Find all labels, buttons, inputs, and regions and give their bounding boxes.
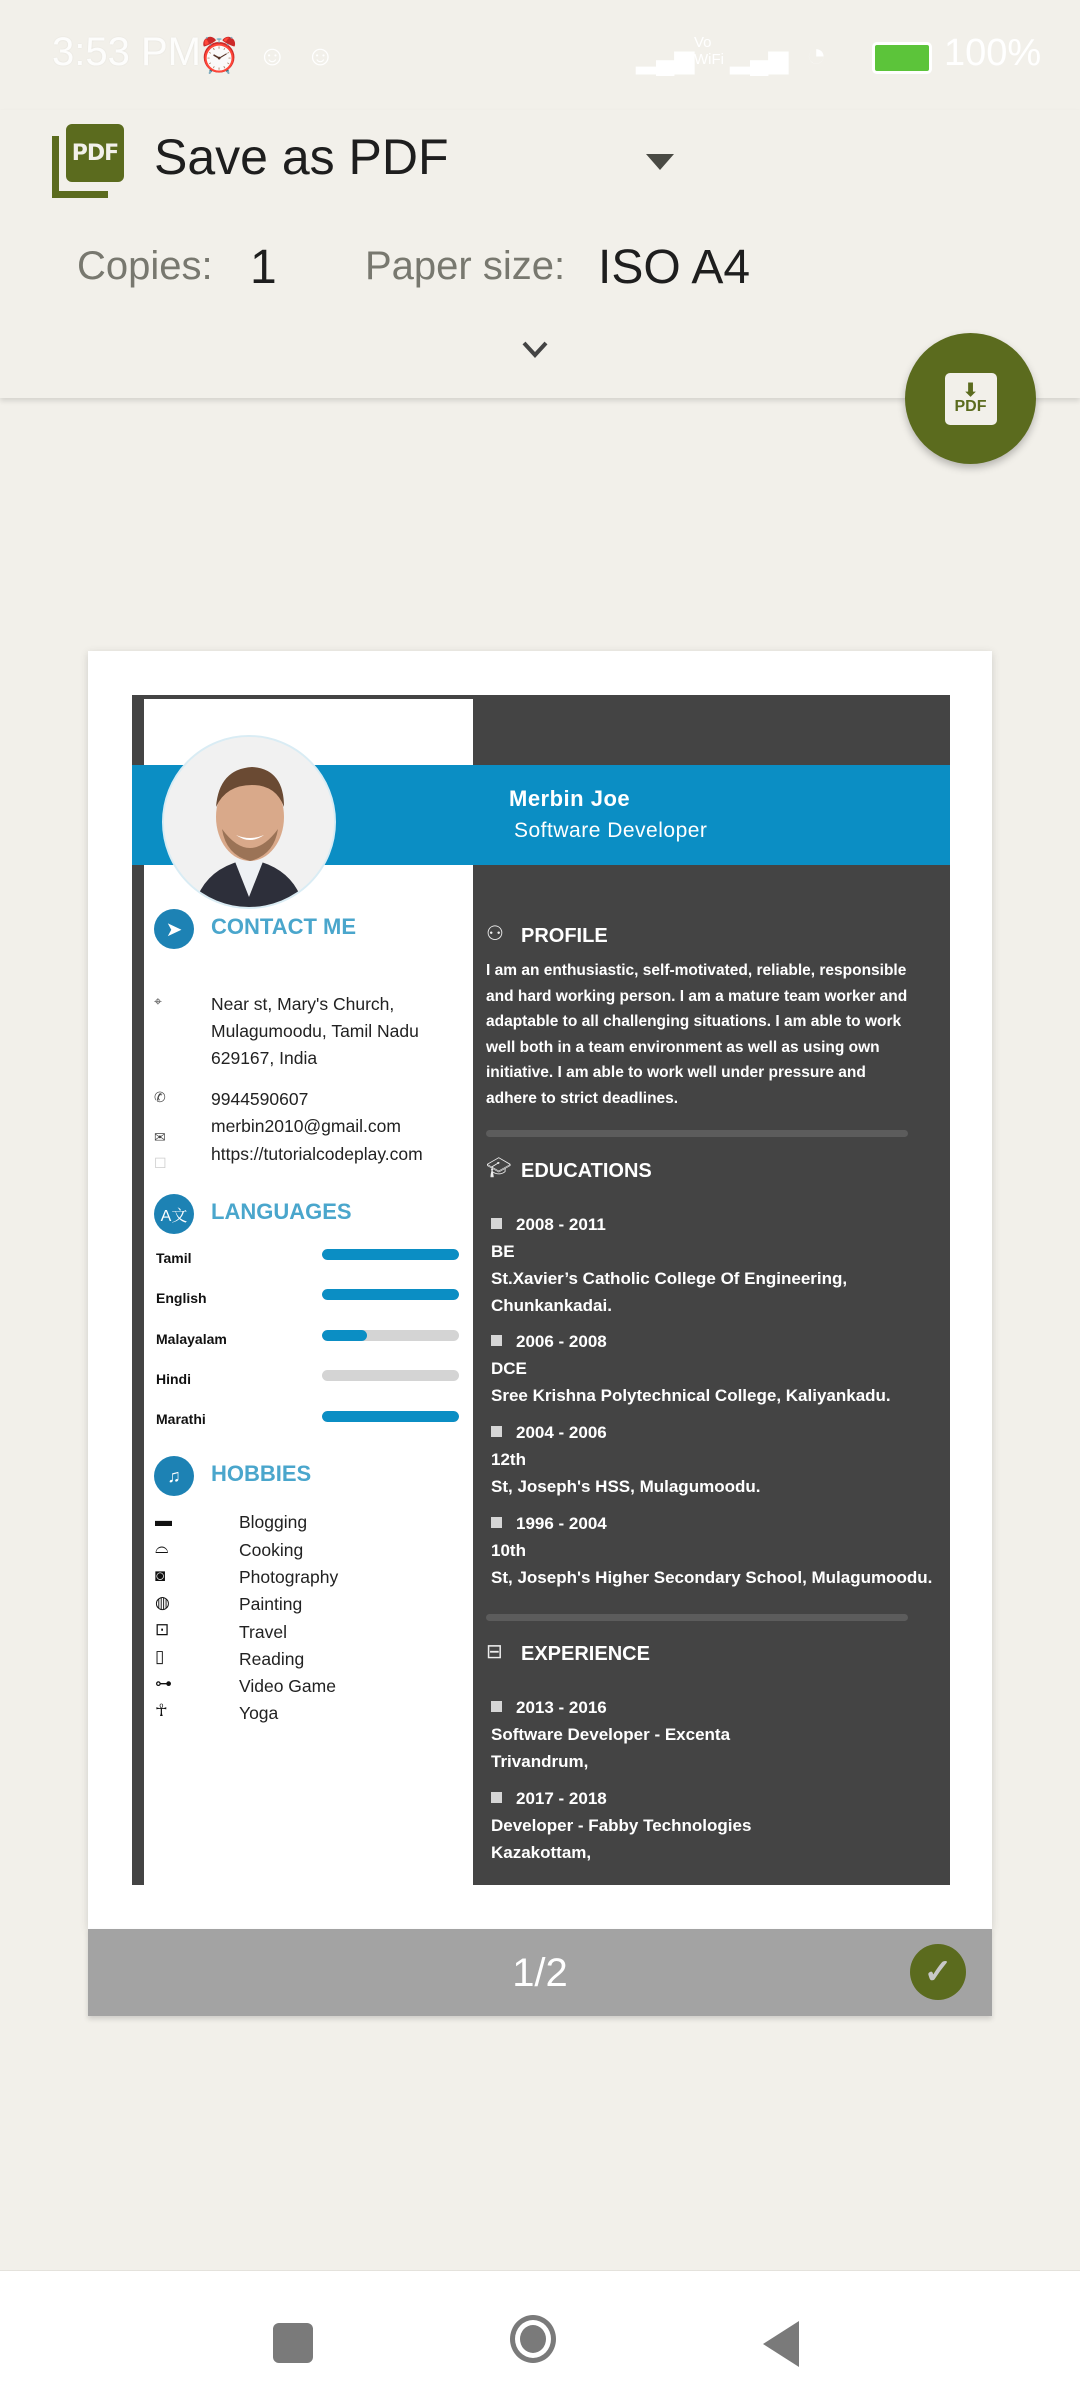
checkmark-icon: ✓	[923, 1953, 953, 1991]
navigation-bar	[0, 2270, 1080, 2401]
experience-title: EXPERIENCE	[521, 1643, 650, 1665]
monitor-icon: ▬	[155, 1511, 172, 1530]
phone-icon: ✆	[154, 1089, 166, 1105]
hobby-item: Yoga	[239, 1703, 279, 1723]
location-pin-icon: ⌖	[154, 993, 162, 1009]
profile-photo	[162, 735, 336, 909]
suitcase-icon: ⊡	[155, 1620, 170, 1639]
resume-name: Merbin Joe	[509, 786, 631, 811]
language-name: Tamil	[156, 1250, 192, 1266]
page-selected-checkbox[interactable]	[910, 1944, 966, 2000]
palette-icon: ◍	[155, 1593, 170, 1612]
hobby-item: Blogging	[239, 1512, 308, 1532]
gamepad-icon: ⊶	[155, 1674, 172, 1693]
section-divider	[486, 1614, 908, 1621]
contact-email: merbin2010@gmail.com	[211, 1116, 401, 1136]
hobby-item: Reading	[239, 1649, 305, 1669]
section-divider	[486, 1130, 908, 1137]
page-indicator-bar[interactable]	[88, 1929, 992, 2016]
pdf-printer-icon: PDF	[52, 124, 124, 198]
guitar-icon: ♫	[154, 1456, 194, 1496]
education-entry: 2008 - 2011 BE St.Xavier’s Catholic College Of Engineering, Chunkankadai.	[491, 1211, 847, 1319]
cloche-icon: ⌓	[155, 1538, 169, 1557]
paper-plane-icon: ➤	[154, 909, 194, 949]
web-icon: ☐	[154, 1155, 167, 1171]
languages-title: LANGUAGES	[211, 1199, 352, 1224]
alarm-icon: ⏰	[198, 37, 241, 75]
hobbies-title: HOBBIES	[211, 1461, 312, 1486]
home-button[interactable]	[510, 2315, 556, 2363]
paper-size-value[interactable]: ISO A4	[598, 241, 751, 294]
destination-select[interactable]: Save as PDF	[154, 129, 449, 185]
language-name: English	[156, 1290, 207, 1306]
book-icon: ▯	[155, 1647, 165, 1666]
copies-value[interactable]: 1	[250, 241, 277, 294]
camera-icon: ◙	[155, 1566, 166, 1585]
status-time: 3:53 PM	[52, 30, 201, 74]
hobby-item: Photography	[239, 1567, 339, 1587]
mail-icon: ✉	[154, 1129, 166, 1145]
notification-icon: ☺	[306, 40, 335, 71]
page-number: 1/2	[512, 1951, 568, 1995]
experience-entry: 2017 - 2018 Developer - Fabby Technologies Kazakottam,	[491, 1785, 751, 1866]
experience-entry: 2013 - 2016 Software Developer - Excenta Trivandrum,	[491, 1694, 730, 1775]
hobby-item: Video Game	[239, 1676, 336, 1696]
education-entry: 2004 - 2006 12th St, Joseph's HSS, Mulagumoodu.	[491, 1419, 760, 1500]
vowifi-icon: Vo WiFi	[694, 34, 724, 68]
translate-icon: A文	[154, 1194, 194, 1234]
recents-button[interactable]	[273, 2323, 313, 2363]
battery-charging-icon	[872, 42, 932, 74]
contact-phone: 9944590607	[211, 1089, 309, 1109]
hobby-item: Cooking	[239, 1540, 304, 1560]
copies-label: Copies:	[77, 244, 213, 288]
language-bar	[322, 1330, 459, 1341]
chevron-down-icon[interactable]	[520, 334, 550, 364]
language-bar	[322, 1289, 459, 1300]
education-title: EDUCATIONS	[521, 1160, 652, 1182]
contact-address: Near st, Mary's Church, Mulagumoodu, Tamil Nadu 629167, India	[211, 994, 419, 1068]
contact-title: CONTACT ME	[211, 914, 357, 939]
briefcase-icon: ⊟	[486, 1641, 503, 1663]
language-bar	[322, 1249, 459, 1260]
download-pdf-button[interactable]	[905, 333, 1036, 464]
education-entry: 1996 - 2004 10th St, Joseph's Higher Secondary School, Mulagumoodu.	[491, 1510, 932, 1591]
battery-percent: 100%	[944, 32, 1042, 74]
language-name: Hindi	[156, 1371, 191, 1387]
dropdown-arrow-icon[interactable]	[646, 154, 674, 170]
profile-text: I am an enthusiastic, self-motivated, reliable, responsible and hard working person. I am a mature team worker and adaptable to all challenging situations. I am able to work well both in a team environment as well as using own initiative. I am able to work well under pressure and adhere to strict deadlines.	[486, 962, 908, 1107]
resume-role: Software Developer	[514, 819, 708, 842]
notification-icon: ☺	[258, 40, 287, 71]
language-name: Malayalam	[156, 1331, 227, 1347]
paper-size-label: Paper size:	[365, 244, 566, 288]
hobby-item: Painting	[239, 1594, 303, 1614]
back-button[interactable]	[763, 2321, 799, 2367]
contact-website: https://tutorialcodeplay.com	[211, 1144, 423, 1164]
language-bar	[322, 1370, 459, 1381]
hobby-item: Travel	[239, 1622, 287, 1642]
signal-icon: ▂▄▆	[636, 44, 695, 74]
pdf-download-icon: ⬇ PDF	[945, 373, 997, 425]
profile-title: PROFILE	[521, 925, 608, 947]
resume-document	[132, 695, 950, 1885]
education-entry: 2006 - 2008 DCE Sree Krishna Polytechnical College, Kaliyankadu.	[491, 1328, 891, 1409]
graduation-cap-icon: 🎓︎	[486, 1157, 512, 1179]
status-bar	[0, 0, 1080, 110]
yoga-icon: ☥	[155, 1701, 168, 1720]
language-bar	[322, 1411, 459, 1422]
signal-icon: ▂▄▆	[730, 44, 789, 74]
language-name: Marathi	[156, 1411, 206, 1427]
wifi-icon: ◔	[806, 36, 827, 74]
user-icon: ⚇	[486, 923, 504, 945]
